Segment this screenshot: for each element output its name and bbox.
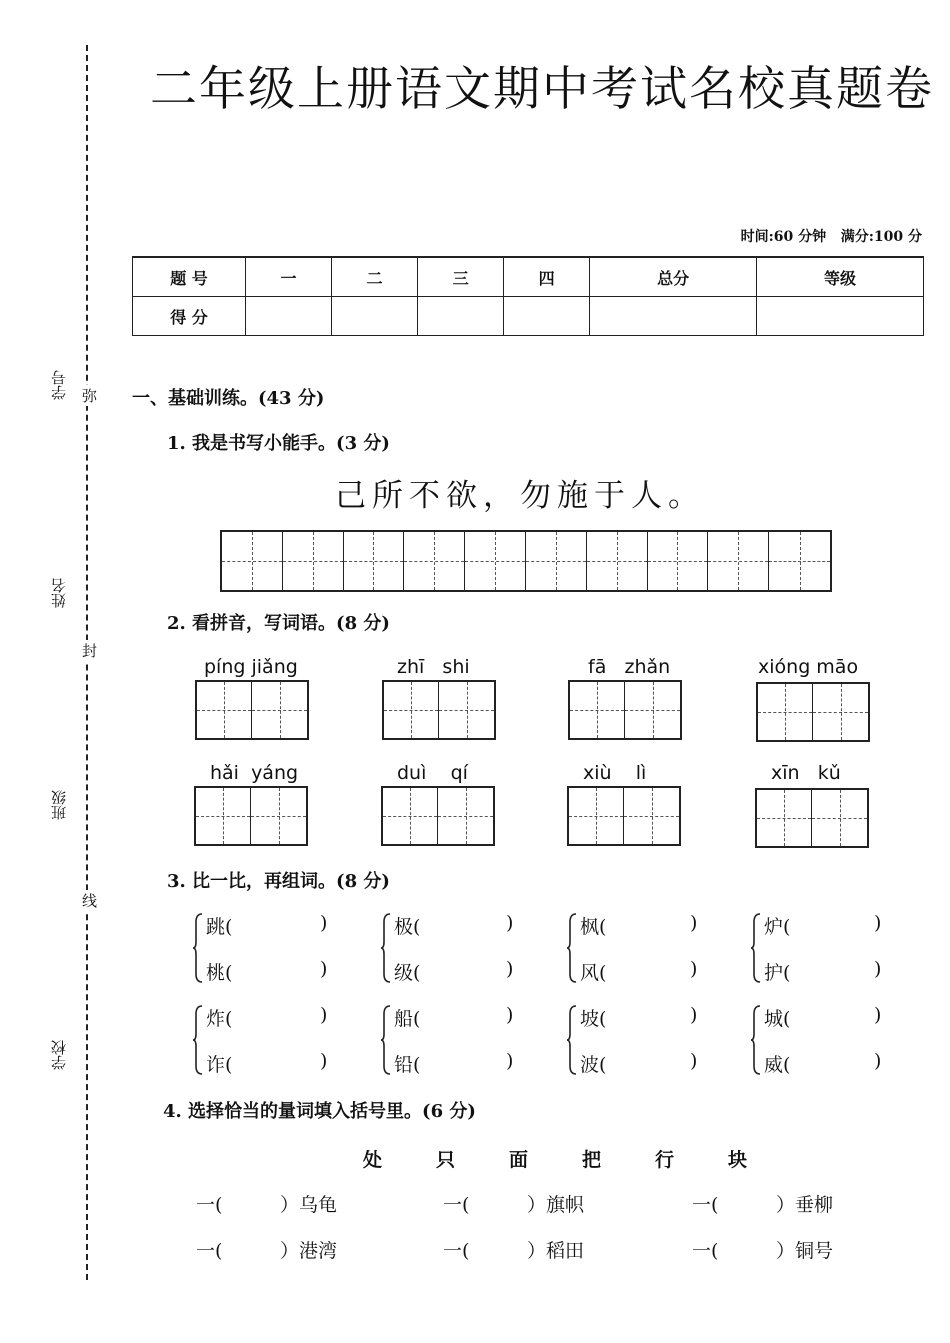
- answer-cell[interactable]: [624, 788, 679, 844]
- paren-close: ): [506, 1050, 514, 1072]
- brace-icon: [566, 912, 578, 984]
- answer-grid: [755, 788, 869, 848]
- paren-close: ): [320, 958, 328, 980]
- pinyin-syllable: xīn: [771, 762, 800, 784]
- score-table-score-row: [133, 297, 924, 336]
- pinyin-item-7: [583, 762, 646, 784]
- pinyin-item-1: [204, 656, 298, 678]
- question-3-title: 3. 比一比，再组词。(8 分): [167, 871, 390, 892]
- section-title: 一、基础训练。(43 分): [132, 388, 325, 409]
- answer-grid: [567, 786, 681, 846]
- paren-close: ): [874, 1004, 882, 1026]
- measure-noun: ）旗帜: [527, 1194, 585, 1216]
- score-cell[interactable]: [418, 297, 504, 336]
- answer-cell[interactable]: [812, 790, 867, 846]
- answer-cell[interactable]: [570, 682, 625, 738]
- prefix: 一(: [443, 1240, 470, 1262]
- page-title: 二年级上册语文期中考试名校真题卷: [150, 62, 934, 117]
- answer-cell[interactable]: [196, 788, 251, 844]
- answer-cell[interactable]: [757, 790, 812, 846]
- answer-cell[interactable]: [758, 684, 813, 740]
- measure-blank[interactable]: [196, 1190, 222, 1217]
- score-cell[interactable]: [504, 297, 590, 336]
- pinyin-item-3: [588, 656, 670, 678]
- full-score: 满分:100 分: [840, 229, 922, 245]
- option-word: 把: [582, 1149, 602, 1171]
- pinyin-syllable: māo: [816, 656, 859, 678]
- paren-close: ): [690, 1004, 698, 1026]
- measure-blank[interactable]: [692, 1190, 718, 1217]
- pinyin-syllable: yáng: [251, 762, 299, 784]
- char-item: 波(: [580, 1054, 607, 1076]
- header-cell: 四: [504, 257, 590, 297]
- field-name: 姓名: [50, 578, 68, 608]
- prefix: 一(: [196, 1194, 223, 1216]
- brace-icon: [192, 912, 204, 984]
- writing-cell[interactable]: [404, 532, 465, 590]
- pinyin-syllable: fā: [588, 656, 607, 678]
- writing-cell[interactable]: [344, 532, 405, 590]
- pinyin-syllable: zhī: [397, 656, 425, 678]
- option-word: 只: [436, 1149, 456, 1171]
- char-item: 炸(: [206, 1008, 233, 1030]
- char-item: 威(: [764, 1054, 791, 1076]
- pinyin-syllable: zhǎn: [624, 656, 671, 678]
- pinyin-syllable: duì: [397, 762, 427, 784]
- pinyin-syllable: píng: [204, 656, 246, 678]
- answer-grid: [568, 680, 682, 740]
- pinyin-syllable: qí: [450, 762, 468, 784]
- score-cell[interactable]: [757, 297, 924, 336]
- header-cell: 二: [332, 257, 418, 297]
- brace-icon: [380, 1004, 392, 1076]
- binding-dashed-line: [86, 45, 88, 1280]
- paren-close: ): [320, 912, 328, 934]
- measure-noun: ）乌龟: [280, 1194, 338, 1216]
- answer-cell[interactable]: [384, 682, 439, 738]
- brace-icon: [192, 1004, 204, 1076]
- answer-cell[interactable]: [813, 684, 868, 740]
- option-word: 面: [509, 1149, 529, 1171]
- char-item: 坡(: [580, 1008, 607, 1030]
- question-1-title: 1. 我是书写小能手。(3 分): [167, 433, 390, 454]
- score-table: [132, 256, 924, 336]
- header-cell: 题 号: [133, 257, 246, 297]
- score-cell[interactable]: [332, 297, 418, 336]
- writing-grid: [220, 530, 832, 592]
- field-student-id: 学号: [50, 370, 68, 400]
- paren-close: ): [874, 958, 882, 980]
- field-school: 学校: [50, 1040, 68, 1070]
- answer-grid: [381, 786, 495, 846]
- measure-blank[interactable]: [443, 1190, 469, 1217]
- brace-icon: [566, 1004, 578, 1076]
- writing-cell[interactable]: [222, 532, 283, 590]
- char-item: 级(: [394, 962, 421, 984]
- answer-cell[interactable]: [439, 682, 494, 738]
- answer-grid: [382, 680, 496, 740]
- char-item: 枫(: [580, 916, 607, 938]
- pinyin-syllable: shi: [442, 656, 470, 678]
- header-cell: 一: [246, 257, 332, 297]
- measure-blank[interactable]: [692, 1236, 718, 1263]
- char-item: 极(: [394, 916, 421, 938]
- measure-noun: ）铜号: [776, 1240, 834, 1262]
- char-item: 护(: [764, 962, 791, 984]
- answer-grid: [195, 680, 309, 740]
- pinyin-syllable: xiù: [583, 762, 612, 784]
- writing-cell[interactable]: [708, 532, 769, 590]
- paren-close: ): [874, 912, 882, 934]
- answer-cell[interactable]: [383, 788, 438, 844]
- answer-cell[interactable]: [625, 682, 680, 738]
- answer-cell[interactable]: [569, 788, 624, 844]
- measure-noun: ）港湾: [280, 1240, 338, 1262]
- pinyin-syllable: hǎi: [210, 762, 239, 784]
- paren-close: ): [506, 912, 514, 934]
- char-item: 跳(: [206, 916, 233, 938]
- prefix: 一(: [692, 1194, 719, 1216]
- header-cell: 总分: [590, 257, 757, 297]
- brace-icon: [750, 912, 762, 984]
- score-table-header-row: [133, 257, 924, 297]
- paren-close: ): [874, 1050, 882, 1072]
- paren-close: ): [506, 958, 514, 980]
- paren-close: ): [320, 1004, 328, 1026]
- writing-cell[interactable]: [526, 532, 587, 590]
- measure-blank[interactable]: [196, 1236, 222, 1263]
- brace-icon: [750, 1004, 762, 1076]
- marker-xian: 线: [82, 892, 98, 910]
- header-cell: 等级: [757, 257, 924, 297]
- marker-feng: 封: [82, 642, 98, 660]
- paren-close: ): [506, 1004, 514, 1026]
- time-limit: 时间:60 分钟: [740, 229, 827, 245]
- writing-cell[interactable]: [648, 532, 709, 590]
- answer-cell[interactable]: [197, 682, 252, 738]
- char-item: 船(: [394, 1008, 421, 1030]
- char-item: 诈(: [206, 1054, 233, 1076]
- char-item: 桃(: [206, 962, 233, 984]
- pinyin-item-4: [758, 656, 858, 678]
- paren-close: ): [690, 912, 698, 934]
- header-cell: 三: [418, 257, 504, 297]
- option-word: 处: [363, 1149, 383, 1171]
- measure-noun: ）稻田: [527, 1240, 585, 1262]
- copy-sentence: 己所不欲，勿施于人。: [335, 478, 705, 514]
- writing-cell[interactable]: [769, 532, 830, 590]
- answer-grid: [756, 682, 870, 742]
- row-label: 得 分: [133, 297, 246, 336]
- pinyin-syllable: jiǎng: [251, 656, 298, 678]
- char-item: 风(: [580, 962, 607, 984]
- pinyin-item-6: [397, 762, 468, 784]
- question-4-title: 4. 选择恰当的量词填入括号里。(6 分): [163, 1101, 476, 1122]
- pinyin-item-5: [210, 762, 298, 784]
- char-item: 铅(: [394, 1054, 421, 1076]
- writing-cell[interactable]: [465, 532, 526, 590]
- measure-blank[interactable]: [443, 1236, 469, 1263]
- marker-mi: 弥: [82, 387, 98, 405]
- measure-noun: ）垂柳: [776, 1194, 834, 1216]
- answer-cell[interactable]: [252, 682, 307, 738]
- option-word: 块: [728, 1149, 748, 1171]
- prefix: 一(: [196, 1240, 223, 1262]
- pinyin-syllable: kǔ: [817, 762, 841, 784]
- answer-grid: [194, 786, 308, 846]
- score-cell[interactable]: [246, 297, 332, 336]
- question-2-title: 2. 看拼音，写词语。(8 分): [167, 613, 390, 634]
- prefix: 一(: [443, 1194, 470, 1216]
- answer-cell[interactable]: [251, 788, 306, 844]
- char-item: 城(: [764, 1008, 791, 1030]
- pinyin-syllable: lì: [635, 762, 647, 784]
- prefix: 一(: [692, 1240, 719, 1262]
- option-word: 行: [655, 1149, 675, 1171]
- writing-cell[interactable]: [587, 532, 648, 590]
- score-cell[interactable]: [590, 297, 757, 336]
- brace-icon: [380, 912, 392, 984]
- pinyin-syllable: xióng: [758, 656, 811, 678]
- paren-close: ): [690, 958, 698, 980]
- pinyin-item-2: [397, 656, 470, 678]
- writing-cell[interactable]: [283, 532, 344, 590]
- paren-close: ): [690, 1050, 698, 1072]
- field-class: 班级: [50, 790, 68, 820]
- paren-close: ): [320, 1050, 328, 1072]
- exam-meta: [741, 226, 922, 246]
- pinyin-item-8: [771, 762, 841, 784]
- answer-cell[interactable]: [438, 788, 493, 844]
- char-item: 炉(: [764, 916, 791, 938]
